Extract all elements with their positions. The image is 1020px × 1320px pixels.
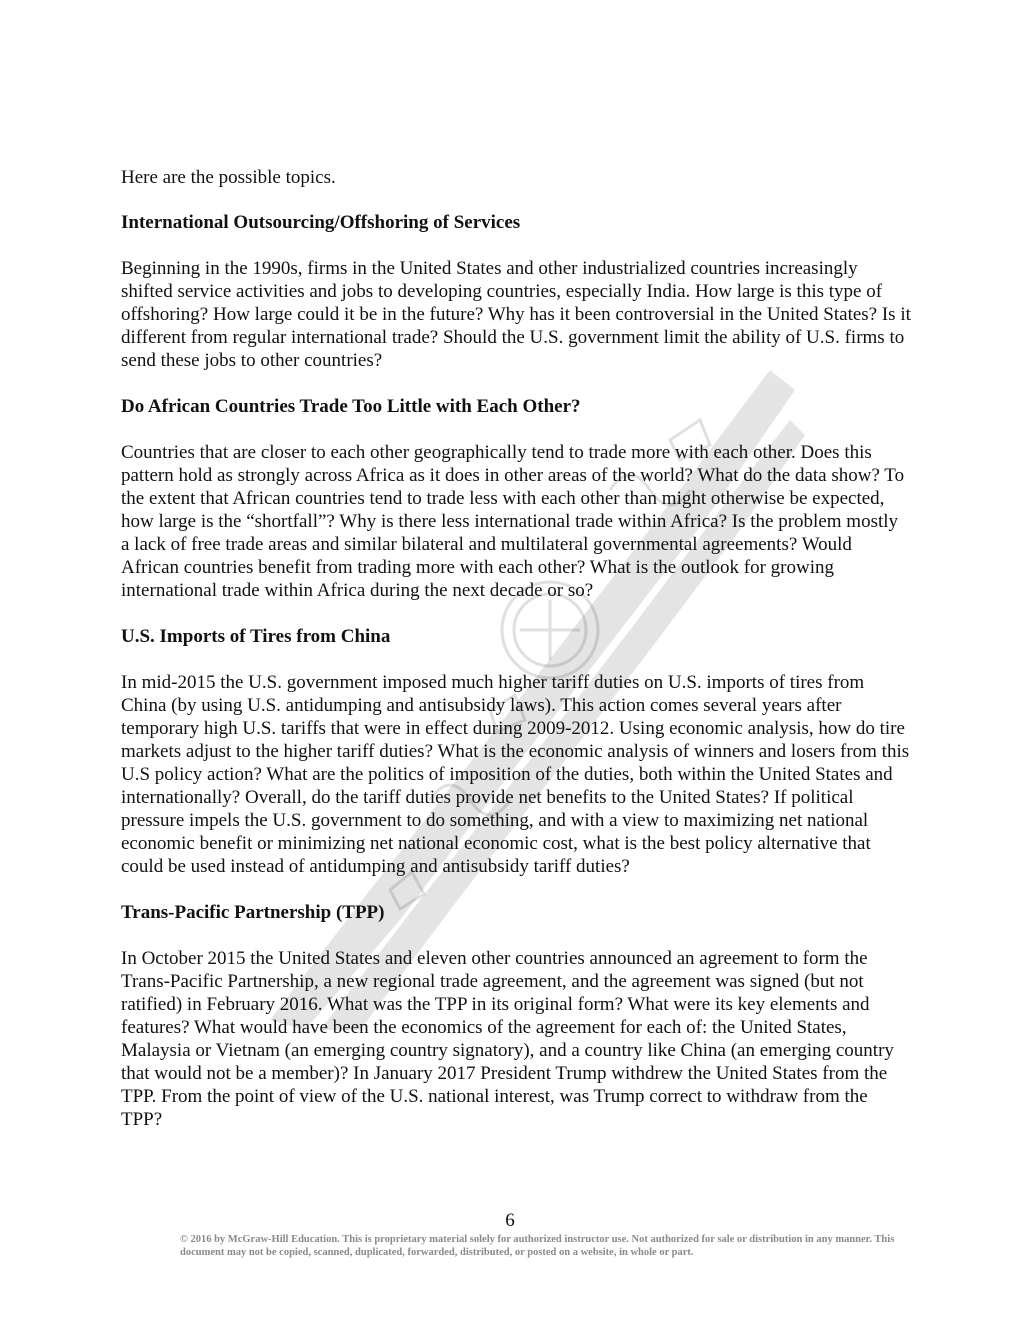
- section-title-tpp: Trans-Pacific Partnership (TPP): [121, 902, 385, 923]
- section-body-tires-china: In mid-2015 the U.S. government imposed much higher tariff duties on U.S. imports of tires from China (by using U.S. antidumping and antisubsidy laws). This action comes several years after temporary high U.S. tariffs that were in effect during 2009-2012. Using economic analysis, how do tire markets adjust to the higher tariff duties? What is the economic analysis of winners and losers from this U.S policy action? What are the politics of imposition of the duties, both within the United States and internationally? Overall, do the tariff duties provide net benefits to the United States? If political pressure impels the U.S. government to do something, and with a view to maximizing net national economic benefit or minimizing net national economic cost, what is the best policy alternative that could be used instead of antidumping and antisubsidy tariff duties?: [121, 672, 910, 877]
- intro-text: Here are the possible topics.: [121, 167, 336, 188]
- page-footer: [0, 1210, 1020, 1232]
- copyright-notice: © 2016 by McGraw-Hill Education. This is proprietary material solely for authorized instructor use. Not authorized for sale or distribution in any manner. This document may not be copied, scanned, duplicated, forwarded, distributed, or posted on a website, in whole or part.: [180, 1234, 895, 1258]
- page-number: 6: [505, 1210, 515, 1231]
- section-title-tires-china: U.S. Imports of Tires from China: [121, 626, 391, 647]
- main-content: [121, 166, 911, 1154]
- section-title-offshoring: International Outsourcing/Offshoring of Services: [121, 212, 521, 233]
- section-body-offshoring: Beginning in the 1990s, firms in the United States and other industrialized countries increasingly shifted service activities and jobs to developing countries, especially India. How large is this type of offshoring? How large could it be in the future? Why has it been controversial in the United States? Is it different from regular international trade? Should the U.S. government limit the ability of U.S. firms to send these jobs to other countries?: [121, 258, 911, 371]
- section-title-african-trade: Do African Countries Trade Too Little with Each Other?: [121, 396, 581, 417]
- section-body-african-trade: Countries that are closer to each other geographically tend to trade more with each other. Does this pattern hold as strongly across Africa as it does in other areas of the world? What do the data show? To the extent that African countries tend to trade less with each other than might otherwise be expected, how large is the “shortfall”? Why is there less international trade within Africa? Is the problem mostly a lack of free trade areas and similar bilateral and multilateral governmental agreements? Would African countries benefit from trading more with each other? What is the outlook for growing international trade within Africa during the next decade or so?: [121, 442, 905, 601]
- section-body-tpp: In October 2015 the United States and eleven other countries announced an agreement to form the Trans-Pacific Partnership, a new regional trade agreement, and the agreement was signed (but not ratified) in February 2016. What was the TPP in its original form? What were its key elements and features? What would have been the economics of the agreement for each of: the United States, Malaysia or Vietnam (an emerging country signatory), and a country like China (an emerging country that would not be a member)? In January 2017 President Trump withdrew the United States from the TPP. From the point of view of the U.S. national interest, was Trump correct to withdraw from the TPP?: [121, 948, 894, 1130]
